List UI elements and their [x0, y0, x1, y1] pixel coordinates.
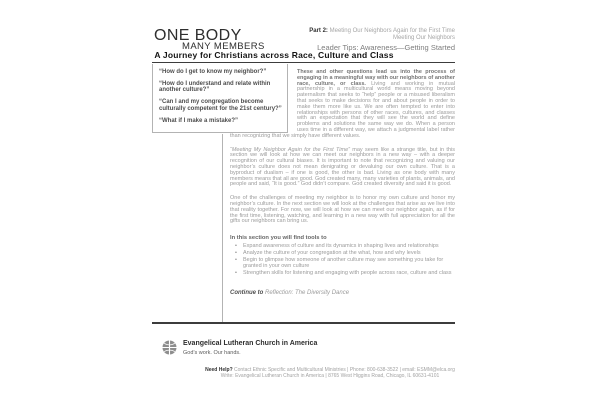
question-item: “What if I make a mistake?” [159, 117, 239, 124]
page-title: A Journey for Christians across Race, Culture and Class [154, 50, 394, 60]
paragraph-intro-lead: These and other questions lead us into the process of engaging in a meaningful way with our neighbors of another race, culture, or class. [297, 69, 455, 87]
part-line [309, 28, 455, 35]
logo-line-many-members: MANY MEMBERS [182, 41, 265, 52]
footer-organization [162, 340, 317, 356]
need-help-block [30, 367, 600, 380]
continue-label: Continue to [230, 289, 264, 296]
need-help-label: Need Help? [205, 367, 233, 373]
continue-target: Reflection: The Diversity Dance [265, 289, 350, 296]
paragraph-meeting-rest: may seem like a strange title, but in this section we will look at how we can meet our neighbors in a new way – with a deeper recognition of our cultural biases. It is important to note that recognizing and valuing our neighbor’s culture does not mean denigrating or devaluing our own culture. That is a byproduct of dualism – if one is good, the other is bad. Living as one body with many members means that all are good. God created many, many varieties of plants, animals, and people and said, “It is good.” God didn’t compare. God created diversity and said it is good. [230, 146, 455, 188]
paragraph-intro-rest: Living and working in mutual partnership in a multicultural world means moving beyond paternalism that seeks to “help” people or a misused liberalism that seeks to make decisions for and about people in order to make them more like us. We are often tempted to enter into relationships with persons of other races, cultures, and classes with an expectation that they will see the world and define problems and solutions the same way we do. When a person uses time in a different way, we attach a judgmental label rather than recognizing that we simply have different values. [230, 80, 455, 139]
bottom-rule [152, 322, 455, 324]
tools-list [230, 244, 455, 277]
questions-box [152, 64, 288, 134]
main-content [152, 64, 455, 297]
one-body-many-members-logo [154, 28, 265, 51]
paragraph-title-quote: “Meeting My Neighbor Again for the First Time” [230, 146, 350, 153]
tools-list-item: • Strengthen skills for listening and engaging with people across race, culture and class [234, 271, 455, 277]
paragraph-challenges: One of the challenges of meeting my neighbor is to honor my own culture and honor my neighbor’s culture. In the next section we will look at the challenges that arise as we live into that reality together. For now, we will look at how we can meet our neighbor again, as if for the first time, listening, watching, and learning in a new way with full appreciation for all the gifts our neighbors can bring us. [230, 195, 455, 225]
tools-list-item: • Expand awareness of culture and its dynamics in shaping lives and relationships [234, 244, 455, 250]
org-name: Evangelical Lutheran Church in America [183, 340, 318, 347]
tools-list-item: • Analyze the culture of your congregation at the what, how and why levels [234, 251, 455, 257]
continue-line [230, 290, 455, 297]
need-help-contact: Contact Ethnic Specific and Multicultural Ministries | Phone: 800-638-3522 | email: ESMM@elca.org [234, 367, 455, 373]
question-item: “How do I understand and relate within another culture?” [159, 80, 271, 94]
elca-globe-cross-icon [162, 340, 177, 355]
paragraph-meeting-neighbor [230, 148, 455, 189]
part-label: Part 2: [309, 28, 328, 34]
need-help-line-2: Write: Evangelical Lutheran Church in America | 8765 West Higgins Road, Chicago, IL 60631-4101 [220, 373, 440, 380]
question-item: “Can I and my congregation become culturally competent for the 21st century?” [159, 99, 282, 112]
leader-tips-line: Leader Tips: Awareness—Getting Started [317, 43, 455, 52]
header-meta [309, 28, 455, 52]
vertical-divider-rule [222, 134, 223, 323]
logo-line-one-body: ONE BODY [154, 27, 242, 44]
tools-list-item: • Begin to glimpse how someone of another culture may see something you take for granted in your own culture [234, 258, 455, 270]
series-title: Meeting Our Neighbors [392, 35, 455, 41]
tools-intro: In this section you will find tools to [230, 235, 327, 242]
question-item: “How do I get to know my neighbor?” [159, 68, 267, 75]
footer-org-text [183, 340, 317, 356]
part-title: Meeting Our Neighbors Again for the First Time [329, 28, 455, 34]
org-tagline: God’s work. Our hands. [183, 350, 241, 356]
